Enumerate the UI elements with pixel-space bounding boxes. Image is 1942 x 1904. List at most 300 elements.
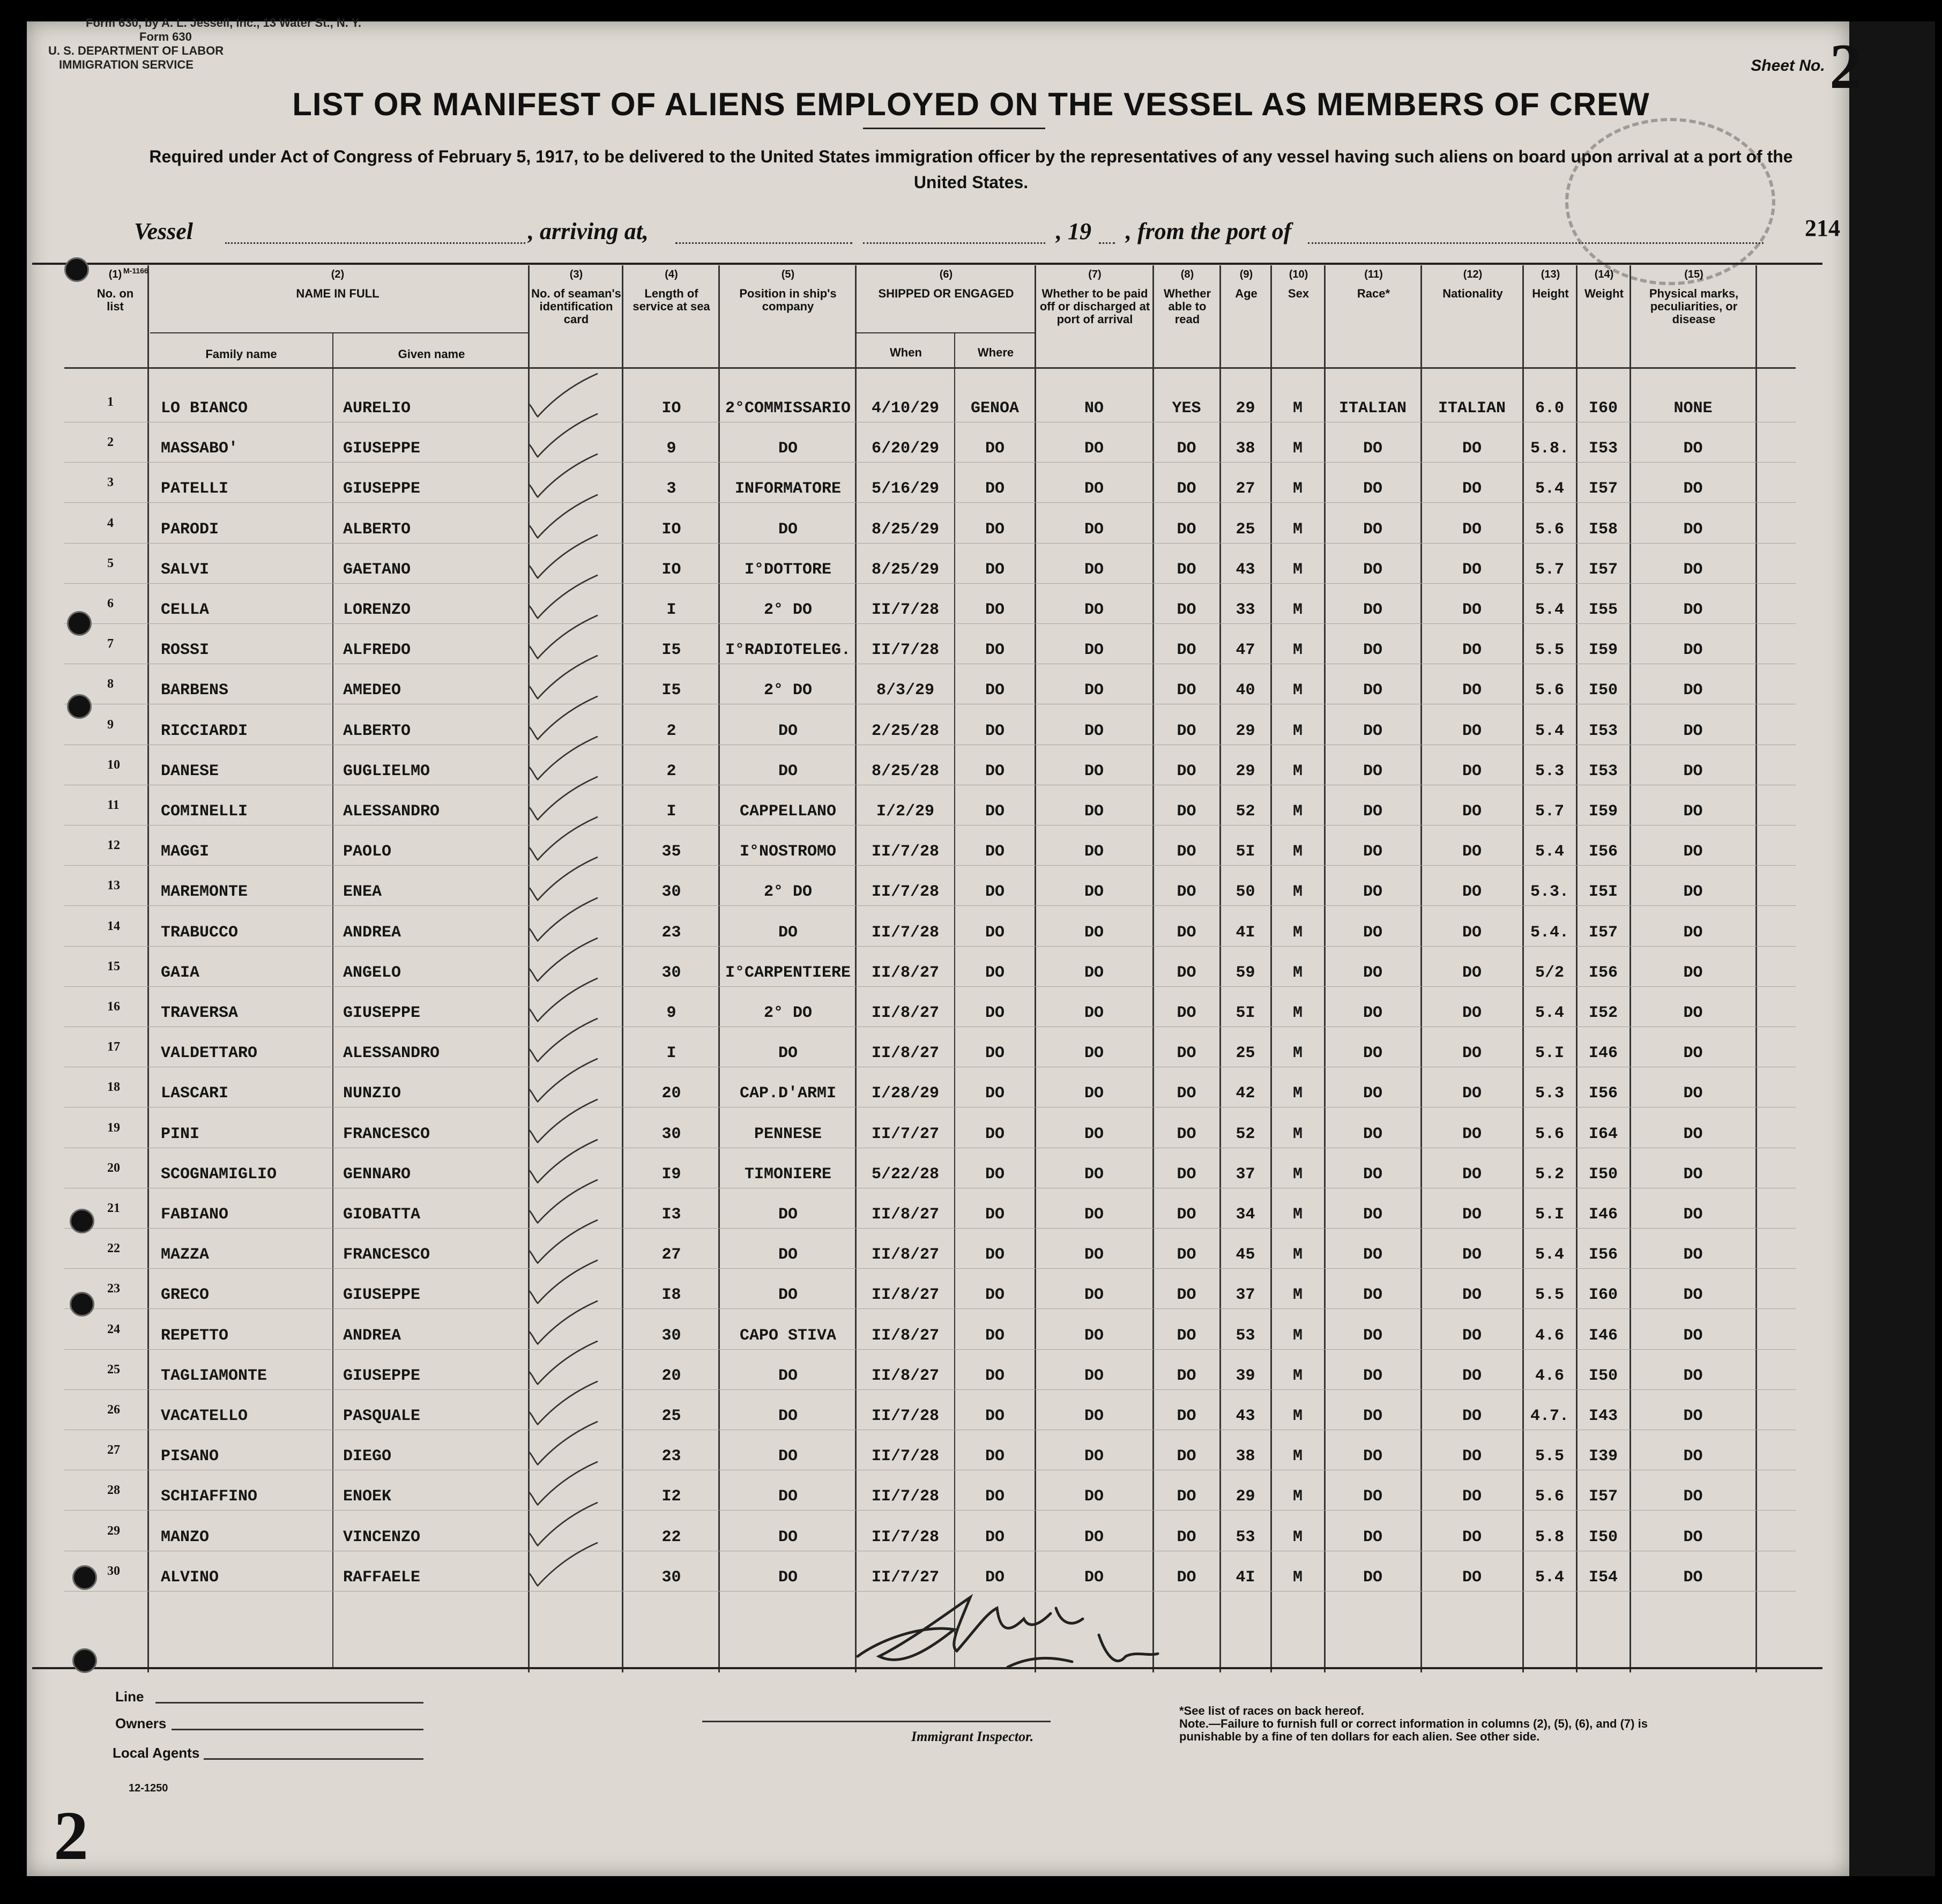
sex-cell: M xyxy=(1292,762,1303,780)
when-cell: 2/25/28 xyxy=(871,722,940,740)
col-header-position xyxy=(721,268,855,370)
height-cell: 5.3 xyxy=(1535,762,1564,780)
binder-hole xyxy=(72,1565,97,1590)
paid-off-cell: DO xyxy=(1084,1206,1104,1224)
given-name-cell: GIUSEPPE xyxy=(343,1286,421,1304)
height-cell: 5.3 xyxy=(1535,1084,1564,1103)
marks-cell: DO xyxy=(1683,1206,1703,1224)
nationality-cell: DO xyxy=(1462,1246,1482,1264)
age-cell: 29 xyxy=(1236,399,1255,418)
col-label: Position in ship's company xyxy=(739,287,837,313)
service-cell: 30 xyxy=(661,1125,681,1143)
vessel-line xyxy=(134,217,1774,249)
race-cell: DO xyxy=(1363,883,1382,901)
col-header-family-name: Family name xyxy=(205,347,277,361)
read-cell: DO xyxy=(1177,883,1196,901)
read-cell: DO xyxy=(1177,843,1196,861)
service-cell: I2 xyxy=(661,1488,681,1506)
row-rule xyxy=(64,865,1796,866)
page-title: LIST OR MANIFEST OF ALIENS EMPLOYED ON THE VESSEL AS MEMBERS OF CREW xyxy=(292,86,1650,122)
weight-cell: I60 xyxy=(1588,1286,1618,1304)
service-cell: I8 xyxy=(661,1286,681,1304)
position-cell: I°RADIOTELEG. xyxy=(725,641,851,659)
service-cell: 2 xyxy=(666,722,676,740)
service-cell: 22 xyxy=(661,1528,681,1546)
marks-cell: DO xyxy=(1683,520,1703,539)
weight-cell: I59 xyxy=(1588,641,1618,659)
age-cell: 34 xyxy=(1236,1206,1255,1224)
page-mark: 2 xyxy=(54,1797,88,1875)
paid-off-cell: DO xyxy=(1084,802,1104,821)
service-cell: 25 xyxy=(661,1407,681,1425)
nationality-cell: DO xyxy=(1462,1165,1482,1184)
nationality-cell: DO xyxy=(1462,964,1482,982)
col-label: Length of service at sea xyxy=(633,287,710,313)
position-cell: CAP.D'ARMI xyxy=(739,1084,837,1103)
position-cell: DO xyxy=(778,1407,798,1425)
given-name-cell: FRANCESCO xyxy=(343,1125,430,1143)
row-number: 16 xyxy=(107,1000,120,1014)
col-num: (3) xyxy=(569,269,583,280)
line-label: Line xyxy=(115,1689,144,1705)
given-name-cell: ALESSANDRO xyxy=(343,802,440,821)
where-cell: DO xyxy=(985,964,1005,982)
age-cell: 5I xyxy=(1236,843,1255,861)
row-rule xyxy=(64,623,1796,624)
race-cell: DO xyxy=(1363,480,1382,498)
family-name-cell: ROSSI xyxy=(161,641,210,659)
weight-cell: I60 xyxy=(1588,399,1618,418)
paid-off-cell: DO xyxy=(1084,1246,1104,1264)
sex-cell: M xyxy=(1292,1044,1303,1062)
position-cell: DO xyxy=(778,1044,798,1062)
family-name-cell: REPETTO xyxy=(161,1327,229,1345)
nationality-cell: DO xyxy=(1462,722,1482,740)
age-cell: 45 xyxy=(1236,1246,1255,1264)
weight-cell: I5I xyxy=(1588,883,1618,901)
age-cell: 40 xyxy=(1236,681,1255,700)
when-cell: II/8/27 xyxy=(871,1367,940,1385)
given-name-cell: DIEGO xyxy=(343,1447,392,1466)
race-cell: DO xyxy=(1363,1327,1382,1345)
year-label: , 19 xyxy=(1056,218,1091,244)
table-row xyxy=(0,516,1849,542)
weight-cell: I50 xyxy=(1588,1528,1618,1546)
nationality-cell: DO xyxy=(1462,1206,1482,1224)
table-row xyxy=(0,718,1849,743)
read-cell: DO xyxy=(1177,440,1196,458)
when-cell: II/8/27 xyxy=(871,1004,940,1022)
col-header-race xyxy=(1327,268,1420,370)
owners-label: Owners xyxy=(115,1715,167,1731)
height-cell: 5.7 xyxy=(1535,802,1564,821)
position-cell: DO xyxy=(778,1568,798,1587)
paid-off-cell: DO xyxy=(1084,520,1104,539)
marks-cell: DO xyxy=(1683,762,1703,780)
given-name-cell: ENEA xyxy=(343,883,382,901)
race-cell: DO xyxy=(1363,802,1382,821)
family-name-cell: PATELLI xyxy=(161,480,229,498)
reference-number: 214 xyxy=(1805,215,1840,241)
weight-cell: I46 xyxy=(1588,1044,1618,1062)
position-cell: DO xyxy=(778,1206,798,1224)
marks-cell: DO xyxy=(1683,601,1703,619)
age-cell: 42 xyxy=(1236,1084,1255,1103)
vessel-field[interactable] xyxy=(225,242,525,244)
height-cell: 5.4 xyxy=(1535,1568,1564,1587)
col-num: (5) xyxy=(781,269,795,280)
read-cell: DO xyxy=(1177,1044,1196,1062)
service-cell: 23 xyxy=(661,1447,681,1466)
marks-cell: NONE xyxy=(1673,399,1713,418)
marks-cell: DO xyxy=(1683,1568,1703,1587)
family-name-cell: VACATELLO xyxy=(161,1407,248,1425)
weight-cell: I58 xyxy=(1588,520,1618,539)
form-code: M-1166 xyxy=(123,266,148,275)
race-cell: DO xyxy=(1363,561,1382,579)
given-name-cell: GIUSEPPE xyxy=(343,440,421,458)
paid-off-cell: DO xyxy=(1084,440,1104,458)
col-label: No. of seaman's identification card xyxy=(531,287,621,326)
marks-cell: DO xyxy=(1683,440,1703,458)
row-number: 18 xyxy=(107,1080,120,1094)
age-cell: 25 xyxy=(1236,520,1255,539)
nationality-cell: DO xyxy=(1462,1044,1482,1062)
service-cell: I9 xyxy=(661,1165,681,1184)
sex-cell: M xyxy=(1292,1407,1303,1425)
from-port-label: , from the port of xyxy=(1126,218,1292,244)
inspector-field[interactable] xyxy=(702,1721,1051,1722)
given-name-cell: NUNZIO xyxy=(343,1084,401,1103)
title-underline xyxy=(863,128,1045,129)
sex-cell: M xyxy=(1292,1206,1303,1224)
position-cell: I°NOSTROMO xyxy=(739,843,837,861)
sex-cell: M xyxy=(1292,1488,1303,1506)
name-subrule xyxy=(150,332,528,333)
col-header-weight xyxy=(1579,268,1630,370)
position-cell: INFORMATORE xyxy=(734,480,842,498)
when-cell: II/7/28 xyxy=(871,1407,940,1425)
col-header-marks xyxy=(1632,268,1755,370)
service-cell: 30 xyxy=(661,964,681,982)
position-cell: DO xyxy=(778,722,798,740)
binder-hole xyxy=(70,1292,94,1317)
row-number: 8 xyxy=(107,677,114,691)
read-cell: DO xyxy=(1177,924,1196,942)
when-cell: II/7/28 xyxy=(871,1528,940,1546)
marks-cell: DO xyxy=(1683,1246,1703,1264)
family-name-cell: PARODI xyxy=(161,520,219,539)
arriving-label: , arriving at, xyxy=(528,218,649,244)
sex-cell: M xyxy=(1292,561,1303,579)
row-rule xyxy=(64,1308,1796,1309)
service-cell: 27 xyxy=(661,1246,681,1264)
position-cell: PENNESE xyxy=(754,1125,822,1143)
given-name-cell: GAETANO xyxy=(343,561,411,579)
service-cell: I xyxy=(666,601,676,619)
read-cell: DO xyxy=(1177,1165,1196,1184)
read-cell: DO xyxy=(1177,1488,1196,1506)
race-cell: DO xyxy=(1363,1206,1382,1224)
paid-off-cell: DO xyxy=(1084,480,1104,498)
table-row xyxy=(0,637,1849,663)
when-cell: II/8/27 xyxy=(871,1327,940,1345)
height-cell: 5.4 xyxy=(1535,1004,1564,1022)
row-number: 26 xyxy=(107,1403,120,1417)
family-name-cell: MAREMONTE xyxy=(161,883,248,901)
col-header-read xyxy=(1155,268,1219,370)
read-cell: DO xyxy=(1177,964,1196,982)
age-cell: 52 xyxy=(1236,1125,1255,1143)
family-name-cell: LASCARI xyxy=(161,1084,229,1103)
paid-off-cell: DO xyxy=(1084,561,1104,579)
age-cell: 50 xyxy=(1236,883,1255,901)
date-field[interactable] xyxy=(863,242,1045,244)
race-cell: ITALIAN xyxy=(1338,399,1407,418)
given-name-cell: GENNARO xyxy=(343,1165,411,1184)
row-number: 11 xyxy=(107,798,120,812)
nationality-cell: DO xyxy=(1462,1407,1482,1425)
service-cell: 20 xyxy=(661,1367,681,1385)
when-cell: II/8/27 xyxy=(871,1246,940,1264)
height-cell: 5.6 xyxy=(1535,681,1564,700)
nationality-cell: DO xyxy=(1462,843,1482,861)
row-number: 14 xyxy=(107,919,120,933)
read-cell: DO xyxy=(1177,1125,1196,1143)
family-name-cell: TRAVERSA xyxy=(161,1004,239,1022)
col-num: (15) xyxy=(1684,269,1703,280)
service-cell: 2 xyxy=(666,762,676,780)
nationality-cell: DO xyxy=(1462,440,1482,458)
paid-off-cell: DO xyxy=(1084,641,1104,659)
row-number: 29 xyxy=(107,1524,120,1538)
family-name-cell: SCOGNAMIGLIO xyxy=(161,1165,277,1184)
marks-cell: DO xyxy=(1683,561,1703,579)
when-cell: 8/25/29 xyxy=(871,561,940,579)
height-cell: 5.4 xyxy=(1535,480,1564,498)
table-row xyxy=(0,1322,1849,1348)
weight-cell: I57 xyxy=(1588,480,1618,498)
where-cell: DO xyxy=(985,1004,1005,1022)
weight-cell: I50 xyxy=(1588,681,1618,700)
age-cell: 4I xyxy=(1236,924,1255,942)
weight-cell: I52 xyxy=(1588,1004,1618,1022)
marks-cell: DO xyxy=(1683,1165,1703,1184)
binder-hole xyxy=(64,257,89,282)
where-cell: DO xyxy=(985,722,1005,740)
family-name-cell: FABIANO xyxy=(161,1206,229,1224)
paid-off-cell: DO xyxy=(1084,1004,1104,1022)
row-rule xyxy=(64,543,1796,544)
where-cell: DO xyxy=(985,1407,1005,1425)
sheet-label: Sheet No. xyxy=(1751,56,1825,75)
table-row xyxy=(0,879,1849,904)
row-rule xyxy=(64,946,1796,947)
height-cell: 5.4. xyxy=(1530,924,1569,942)
where-cell: DO xyxy=(985,1488,1005,1506)
family-name-cell: MANZO xyxy=(161,1528,210,1546)
table-row xyxy=(0,435,1849,461)
sex-cell: M xyxy=(1292,1447,1303,1466)
col-label: Age xyxy=(1235,287,1258,300)
port-field[interactable] xyxy=(1308,242,1764,244)
nationality-cell: DO xyxy=(1462,1488,1482,1506)
row-number: 7 xyxy=(107,637,114,651)
nationality-cell: DO xyxy=(1462,1327,1482,1345)
paid-off-cell: DO xyxy=(1084,1367,1104,1385)
race-cell: DO xyxy=(1363,1488,1382,1506)
paid-off-cell: DO xyxy=(1084,762,1104,780)
col-num: (14) xyxy=(1594,269,1614,280)
row-number: 30 xyxy=(107,1564,120,1578)
col-num: (1) xyxy=(108,269,122,280)
service-cell: I3 xyxy=(661,1206,681,1224)
when-cell: 4/10/29 xyxy=(871,399,940,418)
service-cell: 9 xyxy=(666,1004,676,1022)
nationality-cell: DO xyxy=(1462,1125,1482,1143)
age-cell: 37 xyxy=(1236,1286,1255,1304)
line-field[interactable] xyxy=(155,1702,423,1704)
footer-notes xyxy=(1179,1705,1662,1743)
nationality-cell: DO xyxy=(1462,1004,1482,1022)
weight-cell: I53 xyxy=(1588,762,1618,780)
weight-cell: I43 xyxy=(1588,1407,1618,1425)
position-cell: 2°COMMISSARIO xyxy=(725,399,851,418)
row-number: 12 xyxy=(107,838,120,852)
sex-cell: M xyxy=(1292,1528,1303,1546)
row-number: 9 xyxy=(107,718,114,732)
row-rule xyxy=(64,1228,1796,1229)
service-cell: IO xyxy=(661,520,681,539)
age-cell: 29 xyxy=(1236,722,1255,740)
sex-cell: M xyxy=(1292,1246,1303,1264)
sex-cell: M xyxy=(1292,964,1303,982)
row-number: 28 xyxy=(107,1483,120,1497)
height-cell: 6.0 xyxy=(1535,399,1564,418)
where-cell: DO xyxy=(985,681,1005,700)
age-cell: 37 xyxy=(1236,1165,1255,1184)
paid-off-cell: DO xyxy=(1084,924,1104,942)
given-name-cell: GUGLIELMO xyxy=(343,762,430,780)
service-cell: IO xyxy=(661,399,681,418)
race-cell: DO xyxy=(1363,1165,1382,1184)
table-row xyxy=(0,960,1849,985)
position-cell: CAPO STIVA xyxy=(739,1327,837,1345)
position-cell: DO xyxy=(778,762,798,780)
read-cell: YES xyxy=(1172,399,1201,418)
nationality-cell: DO xyxy=(1462,1447,1482,1466)
height-cell: 5.2 xyxy=(1535,1165,1564,1184)
when-cell: I/2/29 xyxy=(876,802,935,821)
table-row xyxy=(0,1000,1849,1025)
given-name-cell: ALBERTO xyxy=(343,722,411,740)
col-label: No. on list xyxy=(96,287,134,313)
where-cell: DO xyxy=(985,1568,1005,1587)
given-name-cell: ANGELO xyxy=(343,964,401,982)
paid-off-cell: NO xyxy=(1084,399,1104,418)
where-cell: DO xyxy=(985,1286,1005,1304)
arriving-field[interactable] xyxy=(675,242,852,244)
height-cell: 5.8. xyxy=(1530,440,1569,458)
race-cell: DO xyxy=(1363,1044,1382,1062)
when-cell: II/7/28 xyxy=(871,924,940,942)
given-name-cell: AURELIO xyxy=(343,399,411,418)
col-header-where: Where xyxy=(977,346,1014,359)
weight-cell: I54 xyxy=(1588,1568,1618,1587)
height-cell: 5.5 xyxy=(1535,1447,1564,1466)
local-agents-field[interactable] xyxy=(204,1758,423,1760)
paid-off-cell: DO xyxy=(1084,843,1104,861)
race-cell: DO xyxy=(1363,722,1382,740)
nationality-cell: DO xyxy=(1462,924,1482,942)
race-cell: DO xyxy=(1363,964,1382,982)
when-cell: 8/3/29 xyxy=(876,681,935,700)
race-cell: DO xyxy=(1363,1286,1382,1304)
row-number: 2 xyxy=(107,435,114,449)
read-cell: DO xyxy=(1177,722,1196,740)
where-cell: GENOA xyxy=(970,399,1019,418)
row-rule xyxy=(64,905,1796,906)
nationality-cell: DO xyxy=(1462,561,1482,579)
read-cell: DO xyxy=(1177,802,1196,821)
where-cell: DO xyxy=(985,1528,1005,1546)
year-field[interactable] xyxy=(1099,242,1115,244)
row-number: 1 xyxy=(107,395,114,409)
table-row xyxy=(0,919,1849,945)
sex-cell: M xyxy=(1292,399,1303,418)
weight-cell: I59 xyxy=(1588,802,1618,821)
height-cell: 4.6 xyxy=(1535,1367,1564,1385)
weight-cell: I56 xyxy=(1588,843,1618,861)
given-name-cell: GIUSEPPE xyxy=(343,1367,421,1385)
height-cell: 5.I xyxy=(1535,1044,1564,1062)
col-header-service xyxy=(624,268,718,370)
owners-field[interactable] xyxy=(172,1729,423,1730)
read-cell: DO xyxy=(1177,681,1196,700)
row-number: 23 xyxy=(107,1282,120,1296)
col-label: Whether able to read xyxy=(1164,287,1211,326)
table-row xyxy=(0,1483,1849,1509)
when-cell: 6/20/29 xyxy=(871,440,940,458)
paid-off-cell: DO xyxy=(1084,1084,1104,1103)
paid-off-cell: DO xyxy=(1084,1528,1104,1546)
given-name-cell: FRANCESCO xyxy=(343,1246,430,1264)
row-rule xyxy=(64,1349,1796,1350)
table-row xyxy=(0,1201,1849,1227)
marks-cell: DO xyxy=(1683,1447,1703,1466)
height-cell: 5.4 xyxy=(1535,722,1564,740)
age-cell: 4I xyxy=(1236,1568,1255,1587)
weight-cell: I39 xyxy=(1588,1447,1618,1466)
service-cell: 30 xyxy=(661,883,681,901)
height-cell: 5.7 xyxy=(1535,561,1564,579)
paid-off-cell: DO xyxy=(1084,1286,1104,1304)
table-row xyxy=(0,1241,1849,1267)
col-header-sex xyxy=(1273,268,1324,370)
col-label: SHIPPED OR ENGAGED xyxy=(878,287,1014,300)
age-cell: 52 xyxy=(1236,802,1255,821)
marks-cell: DO xyxy=(1683,843,1703,861)
where-cell: DO xyxy=(985,762,1005,780)
sex-cell: M xyxy=(1292,1367,1303,1385)
service-cell: 30 xyxy=(661,1568,681,1587)
age-cell: 59 xyxy=(1236,964,1255,982)
sex-cell: M xyxy=(1292,1125,1303,1143)
read-cell: DO xyxy=(1177,1447,1196,1466)
col-header-id-card xyxy=(531,268,622,370)
when-cell: II/7/28 xyxy=(871,641,940,659)
given-name-cell: ANDREA xyxy=(343,924,401,942)
